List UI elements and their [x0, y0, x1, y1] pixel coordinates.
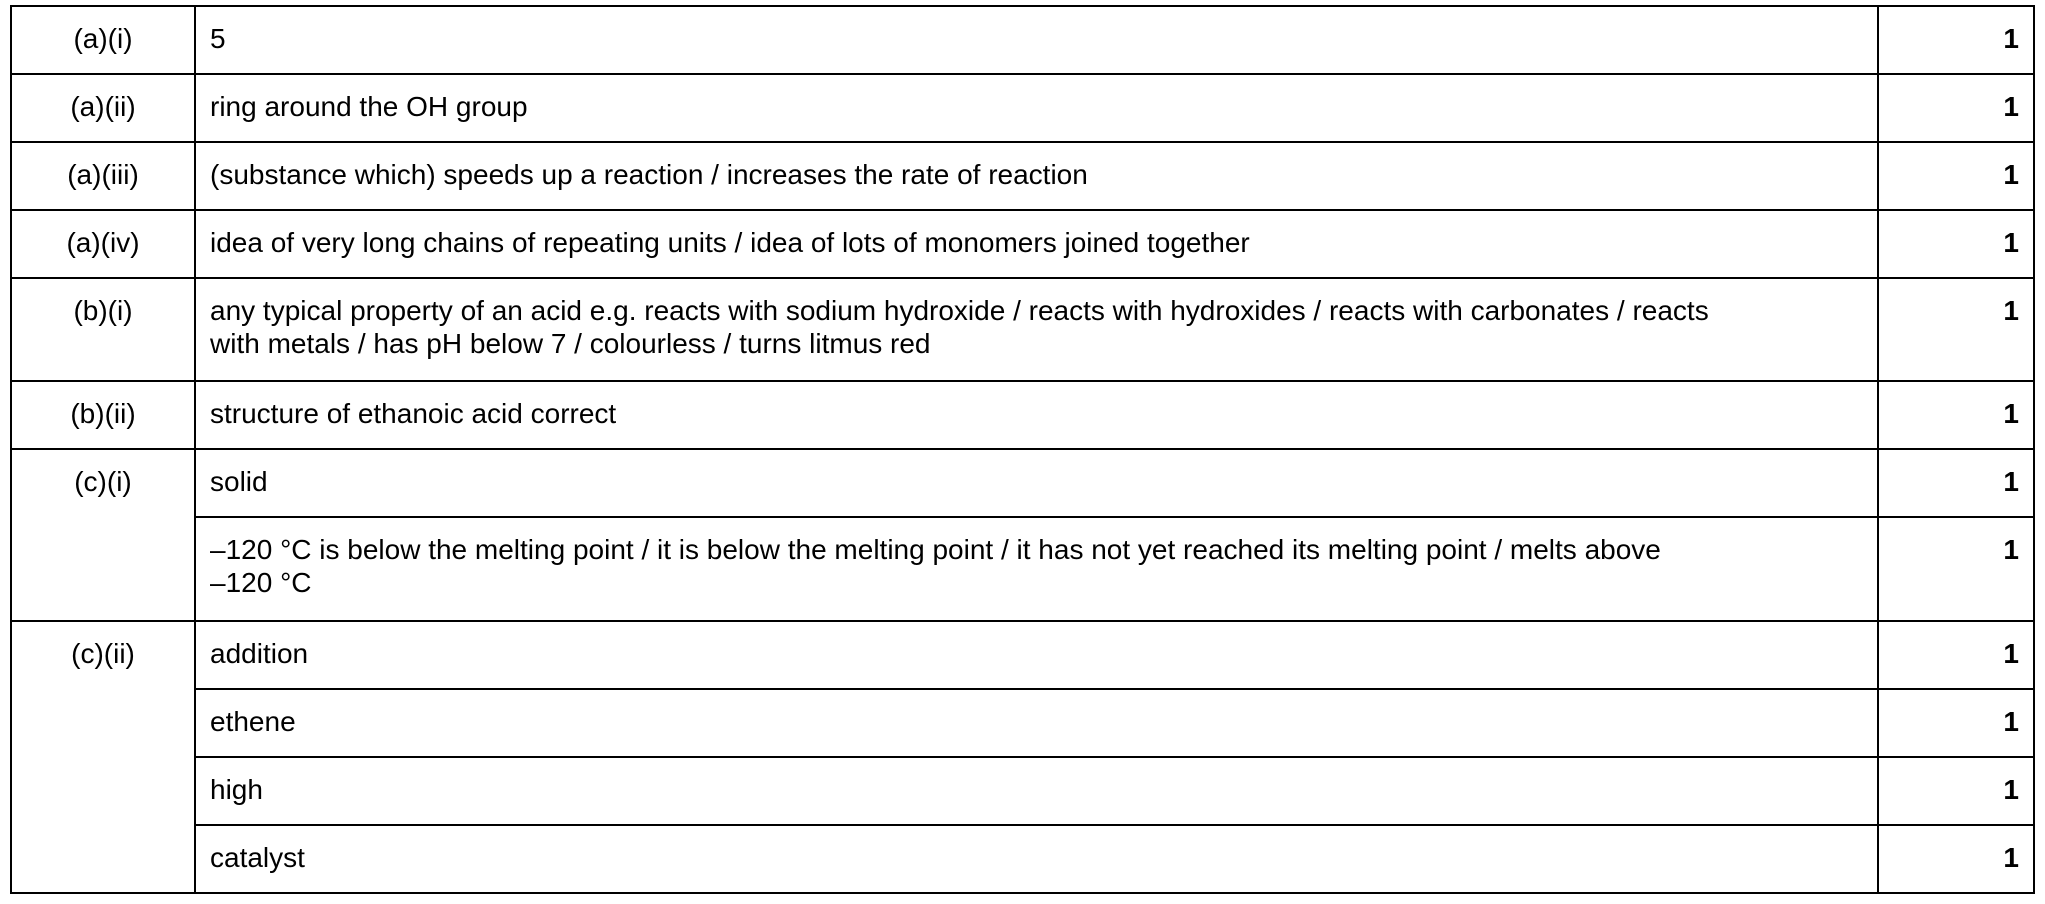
- mark-scheme-table: [10, 5, 2035, 894]
- table-row: [11, 6, 2034, 74]
- table-row: [11, 689, 2034, 757]
- mark-value: 1: [1878, 689, 2034, 757]
- answer-text: solid: [195, 449, 1878, 517]
- answer-text: structure of ethanoic acid correct: [195, 381, 1878, 449]
- mark-value: 1: [1878, 825, 2034, 893]
- table-row: [11, 825, 2034, 893]
- mark-value: 1: [1878, 74, 2034, 142]
- answer-text: [195, 517, 1878, 621]
- table-row: [11, 278, 2034, 381]
- mark-value: 1: [1878, 210, 2034, 278]
- answer-text: high: [195, 757, 1878, 825]
- answer-text: ethene: [195, 689, 1878, 757]
- answer-line: –120 °C is below the melting point / it is below the melting point / it has not yet reached its melting point / melts above: [210, 534, 1661, 565]
- question-number: (a)(i): [11, 6, 195, 74]
- mark-value: 1: [1878, 449, 2034, 517]
- answer-text: catalyst: [195, 825, 1878, 893]
- answer-text: (substance which) speeds up a reaction / increases the rate of reaction: [195, 142, 1878, 210]
- answer-text: [195, 278, 1878, 381]
- mark-value: 1: [1878, 6, 2034, 74]
- table-row: [11, 517, 2034, 621]
- mark-value: 1: [1878, 142, 2034, 210]
- question-number: (a)(iv): [11, 210, 195, 278]
- mark-value: 1: [1878, 278, 2034, 381]
- table-row: [11, 757, 2034, 825]
- answer-text: 5: [195, 6, 1878, 74]
- answer-text: addition: [195, 621, 1878, 689]
- answer-text: ring around the OH group: [195, 74, 1878, 142]
- table-row: [11, 449, 2034, 517]
- question-number: (c)(i): [11, 449, 195, 621]
- answer-text: idea of very long chains of repeating units / idea of lots of monomers joined together: [195, 210, 1878, 278]
- mark-value: 1: [1878, 381, 2034, 449]
- answer-line: with metals / has pH below 7 / colourless / turns litmus red: [210, 328, 931, 359]
- table-row: [11, 210, 2034, 278]
- mark-value: 1: [1878, 757, 2034, 825]
- answer-line: –120 °C: [210, 567, 312, 598]
- mark-value: 1: [1878, 517, 2034, 621]
- question-number: (a)(iii): [11, 142, 195, 210]
- table-row: [11, 621, 2034, 689]
- question-number: (b)(i): [11, 278, 195, 381]
- answer-line: any typical property of an acid e.g. reacts with sodium hydroxide / reacts with hydroxides / reacts with carbonates / reacts: [210, 295, 1709, 326]
- table-row: [11, 142, 2034, 210]
- mark-value: 1: [1878, 621, 2034, 689]
- table-row: [11, 381, 2034, 449]
- question-number: (c)(ii): [11, 621, 195, 893]
- question-number: (a)(ii): [11, 74, 195, 142]
- table-row: [11, 74, 2034, 142]
- question-number: (b)(ii): [11, 381, 195, 449]
